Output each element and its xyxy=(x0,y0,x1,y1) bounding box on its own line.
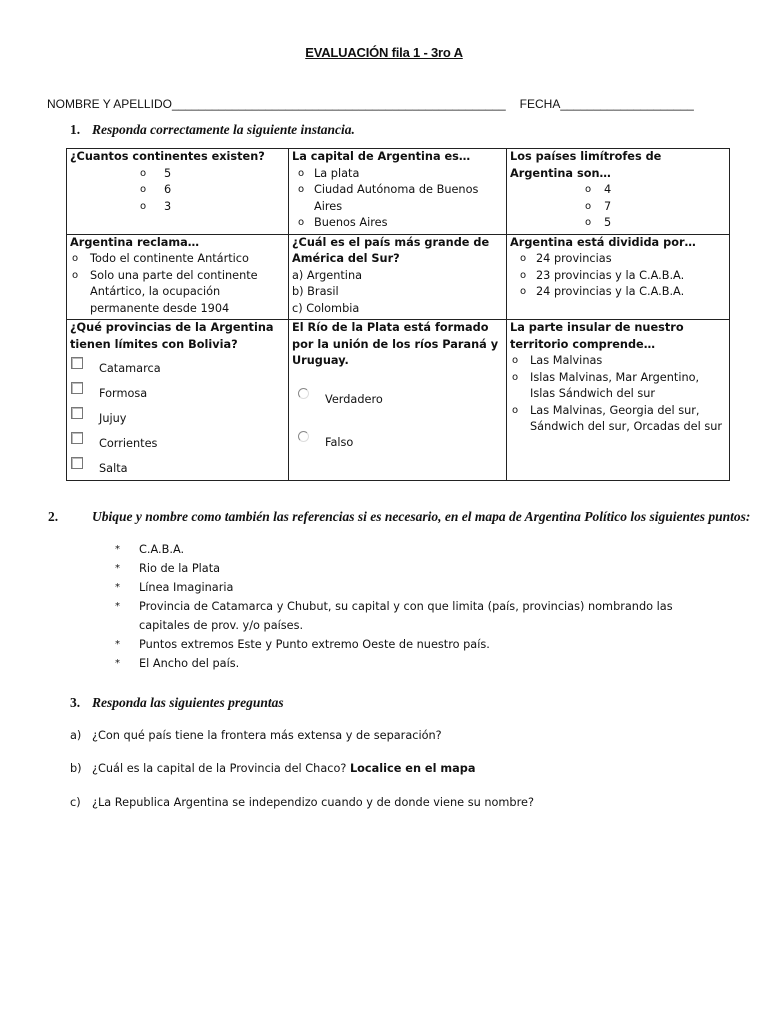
list-item: * Línea Imaginaria xyxy=(115,581,234,594)
q2-option[interactable]: o Buenos Aires xyxy=(298,216,388,229)
document-title: EVALUACIÓN fila 1 - 3ro A xyxy=(305,45,463,60)
list-item: * C.A.B.A. xyxy=(115,543,185,556)
section-1-title: 1. Responda correctamente la siguiente instancia. xyxy=(70,122,355,137)
q7-checkbox-option[interactable]: Formosa xyxy=(70,378,284,403)
checkbox[interactable] xyxy=(71,457,83,469)
q4-cell xyxy=(67,234,289,320)
checkbox[interactable] xyxy=(71,407,83,419)
question-b: b) ¿Cuál es la capital de la Provincia del Chaco? Localice en el mapa xyxy=(70,762,476,775)
list-item: * El Ancho del país. xyxy=(115,657,240,670)
q5-option[interactable]: c) Colombia xyxy=(292,301,360,315)
section-2-list xyxy=(115,540,715,673)
q3-question: Los países limítrofes de Argentina son… xyxy=(510,150,662,180)
q6-option[interactable]: o 24 provincias xyxy=(520,252,612,265)
name-line[interactable]: __________________________________________________ xyxy=(171,97,506,111)
q8-radio-option[interactable]: Verdadero xyxy=(292,380,502,423)
q7-checkbox-option[interactable]: Jujuy xyxy=(70,403,284,428)
q1-cell xyxy=(67,149,289,235)
q4-option[interactable]: o Solo una parte del continente Antártico, la ocupación permanente desde 1904 xyxy=(72,268,258,315)
q3-option[interactable]: o 4 xyxy=(585,183,612,196)
q9-question: La parte insular de nuestro territorio comprende… xyxy=(510,321,684,351)
q8-radio-option[interactable]: Falso xyxy=(292,423,502,466)
date-line[interactable]: ____________________ xyxy=(560,97,694,111)
name-date-row xyxy=(47,97,694,111)
radio-button[interactable] xyxy=(298,388,309,399)
q5-option[interactable]: a) Argentina xyxy=(292,268,363,282)
checkbox[interactable] xyxy=(71,382,83,394)
q6-cell xyxy=(507,234,730,320)
q1-option[interactable]: o 6 xyxy=(140,183,172,196)
radio-button[interactable] xyxy=(298,431,309,442)
q1-option[interactable]: o 3 xyxy=(140,199,172,213)
question-table xyxy=(66,148,730,481)
date-label: FECHA xyxy=(519,97,561,111)
checkbox[interactable] xyxy=(71,432,83,444)
q6-option[interactable]: o 24 provincias y la C.A.B.A. xyxy=(520,285,685,298)
question-a: a) ¿Con qué país tiene la frontera más extensa y de separación? xyxy=(70,729,442,742)
q5-question: ¿Cuál es el país más grande de América del Sur? xyxy=(292,235,490,265)
question-c: c) ¿La Republica Argentina se independizo cuando y de donde viene su nombre? xyxy=(70,796,534,809)
q4-option[interactable]: o Todo el continente Antártico xyxy=(72,252,249,265)
q2-option[interactable]: o Ciudad Autónoma de Buenos Aires xyxy=(298,183,479,213)
list-item: * Puntos extremos Este y Punto extremo Oeste de nuestro país. xyxy=(115,638,490,651)
section-2-title: 2. Ubique y nombre como también las referencias si es necesario, en el mapa de Argentina Político los siguientes puntos: xyxy=(48,509,751,524)
q1-option[interactable]: o 5 xyxy=(140,166,172,180)
q5-cell xyxy=(289,234,507,320)
q3-cell xyxy=(507,149,730,235)
list-item: * Rio de la Plata xyxy=(115,562,221,575)
name-label: NOMBRE Y APELLIDO xyxy=(47,97,172,111)
q5-option[interactable]: b) Brasil xyxy=(292,285,339,298)
q8-cell xyxy=(289,320,507,481)
q6-question: Argentina está dividida por… xyxy=(510,235,696,249)
q8-question: El Río de la Plata está formado por la unión de los ríos Paraná y Uruguay. xyxy=(292,321,499,367)
q7-checkbox-option[interactable]: Corrientes xyxy=(70,428,284,453)
q6-option[interactable]: o 23 provincias y la C.A.B.A. xyxy=(520,268,685,282)
q9-cell xyxy=(507,320,730,481)
q2-cell xyxy=(289,149,507,235)
q2-option[interactable]: o La plata xyxy=(298,166,360,180)
q2-question: La capital de Argentina es… xyxy=(292,150,471,163)
checkbox[interactable] xyxy=(71,357,83,369)
q7-cell xyxy=(67,320,289,481)
q9-option[interactable]: o Islas Malvinas, Mar Argentino, Islas Sándwich del sur xyxy=(512,370,700,400)
q1-question: ¿Cuantos continentes existen? xyxy=(70,150,265,163)
q9-option[interactable]: o Las Malvinas, Georgia del sur, Sándwich del sur, Orcadas del sur xyxy=(512,403,723,433)
q3-option[interactable]: o 5 xyxy=(585,216,612,229)
list-item: * Provincia de Catamarca y Chubut, su capital y con que limita (país, provincias) nombrando las capitales de prov. y/o países. xyxy=(115,600,673,632)
q7-checkbox-option[interactable]: Catamarca xyxy=(70,353,284,378)
q9-option[interactable]: o Las Malvinas xyxy=(512,354,603,367)
section-3-title: 3. Responda las siguientes preguntas xyxy=(70,695,284,710)
q4-question: Argentina reclama… xyxy=(70,235,200,249)
q7-checkbox-option[interactable]: Salta xyxy=(70,453,284,478)
q3-option[interactable]: o 7 xyxy=(585,199,612,213)
q7-question: ¿Qué provincias de la Argentina tienen límites con Bolivia? xyxy=(70,321,274,351)
